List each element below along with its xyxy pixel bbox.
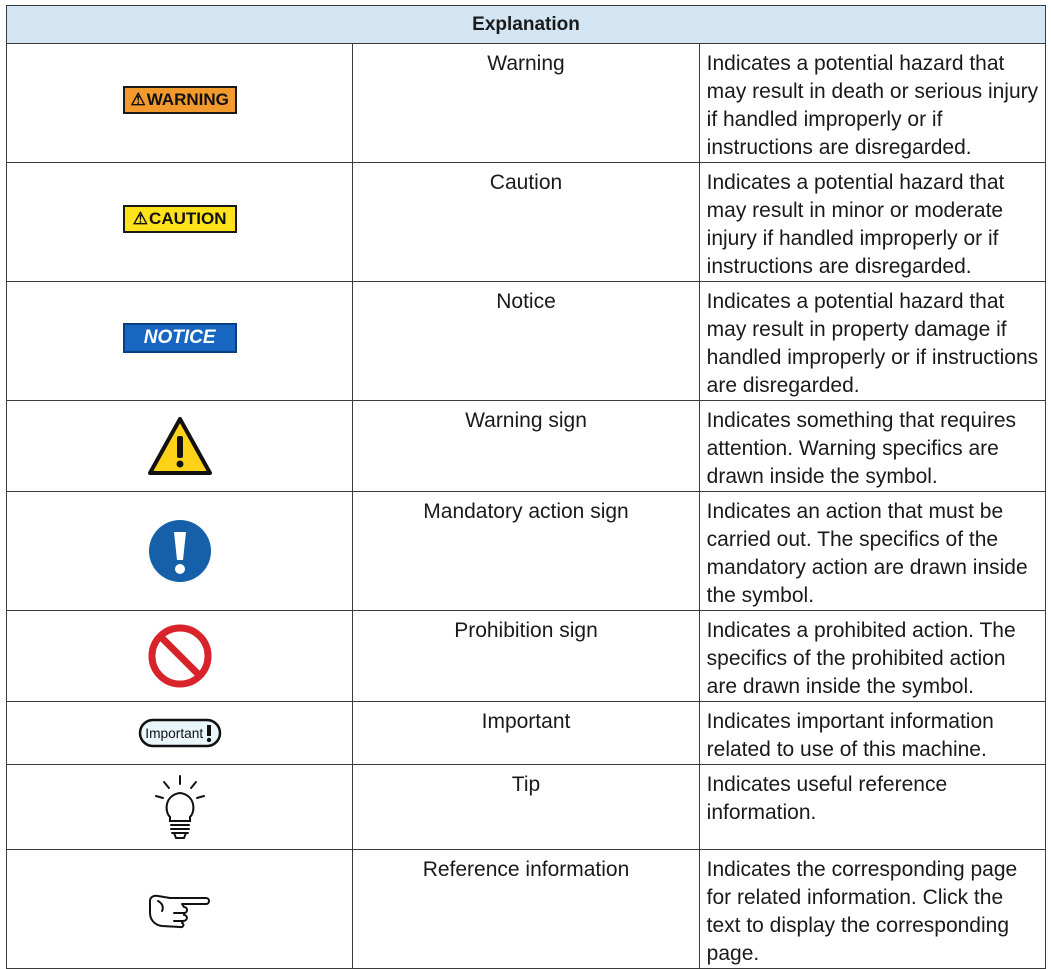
symbol-name: Caution xyxy=(353,163,699,282)
table-row xyxy=(7,163,1046,282)
icon-cell xyxy=(7,282,353,401)
symbol-name: Important xyxy=(353,702,699,765)
symbol-name: Warning sign xyxy=(353,401,699,492)
table-header: Explanation xyxy=(7,6,1046,44)
table-row xyxy=(7,492,1046,611)
symbol-legend-table xyxy=(6,5,1046,969)
symbol-name: Warning xyxy=(353,44,699,163)
warning-badge-icon: ⚠WARNING xyxy=(123,86,237,114)
pointing-hand-icon xyxy=(146,889,214,929)
notice-badge-icon: NOTICE xyxy=(123,323,237,353)
symbol-description: Indicates something that requires attention. Warning specifics are drawn inside the symbol. xyxy=(699,401,1045,492)
table-row xyxy=(7,282,1046,401)
mandatory-action-icon xyxy=(147,518,213,584)
symbol-description: Indicates an action that must be carried out. The specifics of the mandatory action are drawn inside the symbol. xyxy=(699,492,1045,611)
icon-cell xyxy=(7,702,353,765)
important-icon xyxy=(138,718,222,748)
table-row xyxy=(7,401,1046,492)
icon-cell xyxy=(7,850,353,969)
symbol-description: Indicates a potential hazard that may result in death or serious injury if handled improperly or if instructions are disregarded. xyxy=(699,44,1045,163)
warning-sign-icon xyxy=(147,416,213,476)
icon-cell xyxy=(7,163,353,282)
lightbulb-icon xyxy=(150,773,210,841)
symbol-name: Prohibition sign xyxy=(353,611,699,702)
table-row xyxy=(7,850,1046,969)
symbol-name: Reference information xyxy=(353,850,699,969)
icon-cell xyxy=(7,492,353,611)
symbol-description: Indicates a potential hazard that may result in minor or moderate injury if handled improperly or if instructions are disregarded. xyxy=(699,163,1045,282)
table-row xyxy=(7,611,1046,702)
icon-cell xyxy=(7,401,353,492)
symbol-description: Indicates a potential hazard that may result in property damage if handled improperly or if instructions are disregarded. xyxy=(699,282,1045,401)
symbol-description: Indicates the corresponding page for related information. Click the text to display the corresponding page. xyxy=(699,850,1045,969)
svg-text:Important: Important xyxy=(144,724,203,742)
icon-cell xyxy=(7,765,353,850)
icon-cell xyxy=(7,44,353,163)
prohibition-sign-icon xyxy=(147,623,213,689)
table-row xyxy=(7,765,1046,850)
icon-cell xyxy=(7,611,353,702)
symbol-description: Indicates important information related to use of this machine. xyxy=(699,702,1045,765)
symbol-name: Mandatory action sign xyxy=(353,492,699,611)
table-row xyxy=(7,44,1046,163)
symbol-description: Indicates useful reference information. xyxy=(699,765,1045,850)
caution-badge-icon: ⚠CAUTION xyxy=(123,205,237,233)
table-row xyxy=(7,702,1046,765)
symbol-name: Tip xyxy=(353,765,699,850)
symbol-name: Notice xyxy=(353,282,699,401)
table-header-row xyxy=(7,6,1046,44)
symbol-description: Indicates a prohibited action. The specifics of the prohibited action are drawn inside the symbol. xyxy=(699,611,1045,702)
